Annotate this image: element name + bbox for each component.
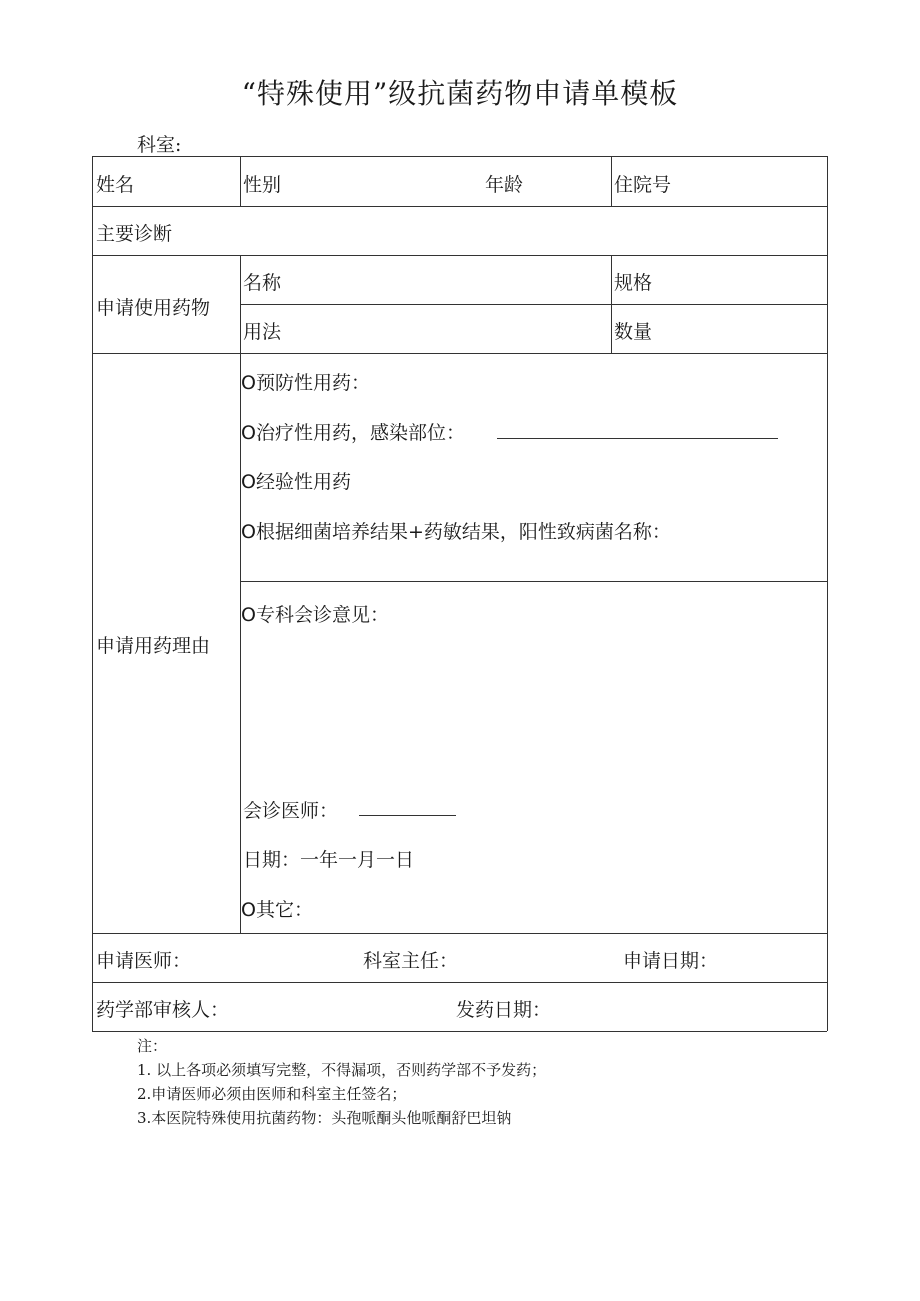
option-circle-icon: O xyxy=(241,899,256,921)
pharmacy-reviewer-label: 药学部审核人： xyxy=(96,999,230,1021)
table-divider xyxy=(92,353,827,354)
drug-section-label: 申请使用药物 xyxy=(96,297,211,319)
table-border-top xyxy=(92,156,827,157)
infection-site-blank xyxy=(497,438,778,439)
drug-usage-label: 用法 xyxy=(243,321,282,343)
consult-doctor-blank xyxy=(359,815,456,816)
note-item: 1. 以上各项必须填写完整，不得漏项，否则药学部不予发药； xyxy=(137,1061,547,1079)
age-label: 年龄 xyxy=(485,174,524,196)
option-therapeutic xyxy=(241,418,465,445)
option-label: 根据细菌培养结果+药敏结果，阳性致病菌名称： xyxy=(255,521,671,543)
option-circle-icon: O xyxy=(241,604,256,626)
page-title: “特殊使用”级抗菌药物申请单模板 xyxy=(241,77,679,110)
table-divider xyxy=(611,156,612,206)
drug-name-label: 名称 xyxy=(243,272,282,294)
drug-quantity-label: 数量 xyxy=(614,321,653,343)
option-circle-icon: O xyxy=(241,471,256,493)
name-label: 姓名 xyxy=(96,174,135,196)
gender-label: 性别 xyxy=(243,174,282,196)
option-circle-icon: O xyxy=(241,521,256,543)
application-date-label: 申请日期： xyxy=(623,950,719,972)
dispense-date-label: 发药日期： xyxy=(456,999,552,1021)
table-divider xyxy=(92,982,827,983)
option-label: 预防性用药： xyxy=(255,372,370,394)
note-item: 3.本医院特殊使用抗菌药物：头孢哌酮头他哌酮舒巴坦钠 xyxy=(137,1109,512,1127)
department-label: 科室: xyxy=(137,134,182,156)
table-border-left xyxy=(92,156,93,1031)
note-item: 2.申请医师必须由医师和科室主任签名； xyxy=(137,1085,407,1103)
applicant-doctor-label: 申请医师： xyxy=(96,950,192,972)
option-prophylactic xyxy=(241,368,370,395)
table-divider xyxy=(92,255,827,256)
option-label: 治疗性用药，感染部位： xyxy=(255,422,465,444)
department-head-label: 科室主任： xyxy=(363,950,459,972)
drug-spec-label: 规格 xyxy=(614,272,653,294)
reason-section-label: 申请用药理由 xyxy=(96,635,211,657)
admission-number-label: 住院号 xyxy=(614,174,672,196)
table-divider xyxy=(92,206,827,207)
notes-heading: 注： xyxy=(137,1037,168,1055)
option-culture-result xyxy=(241,517,671,544)
option-specialist-consult xyxy=(241,600,389,627)
option-label: 专科会诊意见： xyxy=(255,604,389,626)
table-divider xyxy=(240,156,241,206)
table-divider xyxy=(611,255,612,353)
diagnosis-label: 主要诊断 xyxy=(96,223,173,245)
option-circle-icon: O xyxy=(241,422,256,444)
option-empirical xyxy=(241,467,351,494)
option-other xyxy=(241,895,313,922)
table-divider xyxy=(240,581,827,582)
option-label: 经验性用药 xyxy=(255,471,351,493)
option-circle-icon: O xyxy=(241,372,256,394)
table-divider xyxy=(92,933,827,934)
option-label: 其它： xyxy=(255,899,313,921)
consult-doctor-label: 会诊医师： xyxy=(243,800,339,822)
table-divider xyxy=(240,255,241,933)
table-border-bottom xyxy=(92,1031,827,1032)
consult-date: 日期：一年一月一日 xyxy=(243,849,415,871)
table-divider xyxy=(240,304,827,305)
table-border-right xyxy=(827,156,828,1031)
